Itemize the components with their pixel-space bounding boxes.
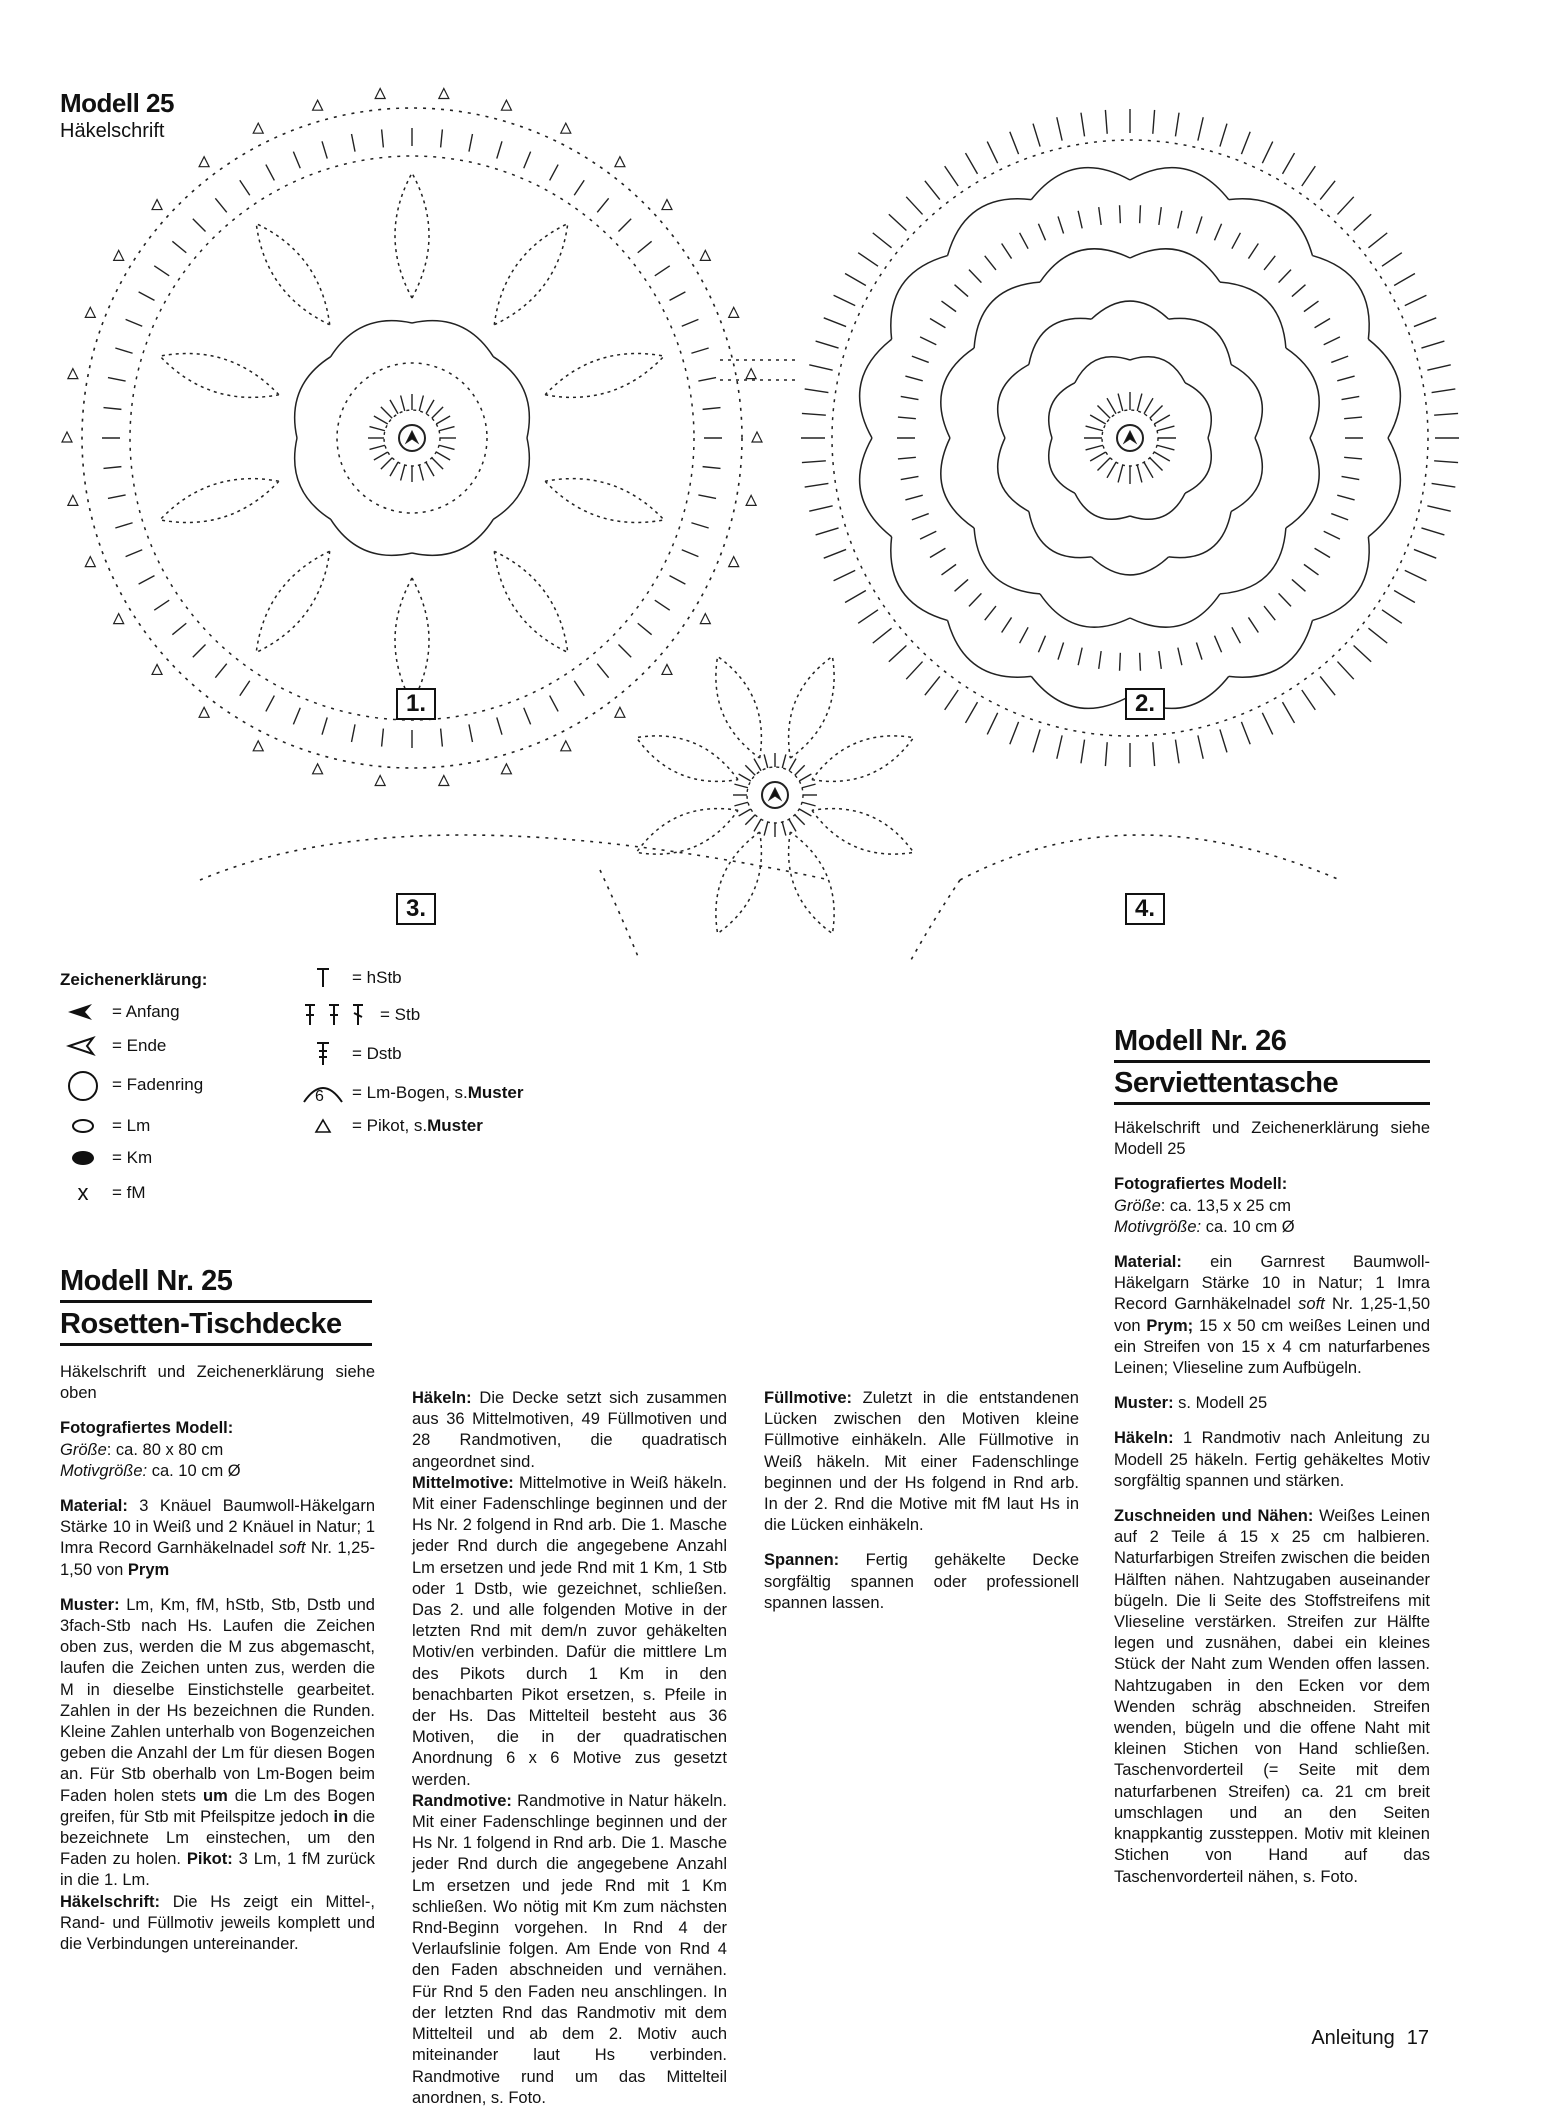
model25-foto: Fotografiertes Modell: Größe: ca. 80 x 80 cm Motivgröße: ca. 10 cm Ø <box>60 1419 241 1480</box>
model26-foto: Fotografiertes Modell: Größe: ca. 13,5 x 25 cm Motivgröße: ca. 10 cm Ø <box>1114 1175 1295 1236</box>
text-column-4 <box>1114 1118 1430 1888</box>
page-number: 17 <box>1406 2027 1429 2049</box>
legend-item-hstb: = hStb <box>300 966 402 990</box>
model25-material: Material: 3 Knäuel Baumwoll-Häkelgarn Stärke 10 in Weiß und 2 Knäuel in Natur; 1 Imra Record Garnhäkelnadel soft Nr. 1,25-1,50 von Prym <box>60 1497 375 1579</box>
chain-stitch-icon <box>60 1117 106 1135</box>
thread-ring-icon <box>60 1068 106 1102</box>
legend-title: Zeichenerklärung: <box>60 970 208 989</box>
legend-item-lm-bogen: 6 = Lm-Bogen, s. Muster <box>300 1080 524 1106</box>
model25-fuellmotive: Füllmotive: Zuletzt in die entstandenen Lücken zwischen den Motiven kleine Füllmotive einhäkeln. Alle Füllmotive in Weiß häkeln. Mit einer Fadenschlinge beginnen und der Hs folgend in Rnd arb. In der 2. Rnd die Motive mit fM laut Hs in die Lücken einhäkeln. <box>764 1389 1079 1535</box>
picot-icon <box>300 1118 346 1134</box>
end-arrow-icon <box>60 1036 106 1056</box>
crochet-chart-drawing <box>0 0 1551 960</box>
model25-heading-title: Rosetten-Tischdecke <box>60 1305 372 1346</box>
panel-label-2: 2. <box>1125 688 1165 720</box>
motif-2-center-rosette <box>801 109 1459 767</box>
motif-1-border-rosette <box>62 88 762 785</box>
model25-muster: Muster: Lm, Km, fM, hStb, Stb, Dstb und 3fach-Stb nach Hs. Laufen die Zeichen oben zus, werden die M zus abgemascht, laufen die Zeichen unten zus, werden die M in dieselbe Einstichstelle gearbeitet. Zahlen in der Hs bezeichnen die Runden. Kleine Zahlen unterhalb von Bogenzeichen geben die Anzahl der Lm für diesen Bogen an. Für Stb oberhalb von Lm-Bogen beim Faden holen stets um die Lm des Bogen greifen, für Stb mit Pfeilspitze jedoch in die bezeichnete Lm einstechen, um den Faden zu holen. Pikot: 3 Lm, 1 fM zurück in die 1. Lm. Häkelschrift: Die Hs zeigt ein Mittel-, Rand- und Füllmotiv jeweils komplett und die Verbindungen untereinander. <box>60 1595 375 1954</box>
treble-crochet-icon <box>300 1040 346 1068</box>
model25-intro: Häkelschrift und Zeichenerklärung siehe oben <box>60 1363 375 1403</box>
legend-item-pikot: = Pikot, s. Muster <box>300 1116 483 1136</box>
legend-item-km: = Km <box>60 1148 152 1168</box>
model25-heading-number: Modell Nr. 25 <box>60 1262 372 1303</box>
model26-material: Material: ein Garnrest Baumwoll-Häkelgarn Stärke 10 in Natur; 1 Imra Record Garnhäkelnadel soft Nr. 1,25-1,50 von Prym; 15 x 50 cm weißes Leinen und ein Streifen von 15 x 4 cm naturfarbenes Leinen; Vlieseline zum Aufbügeln. <box>1114 1253 1431 1378</box>
legend-item-lm: = Lm <box>60 1116 150 1136</box>
page-footer <box>1299 2027 1429 2050</box>
model26-zuschneiden: Zuschneiden und Nähen: Weißes Leinen auf 2 Teile á 15 x 25 cm halbieren. Naturfarbigen Streifen zwischen die beiden Hälften nähen. Nahtzugaben auseinander bügeln. Die li Seite des Stoffstreifens mit Vlieseline verstärken. Streifen zur Hälfte legen und zusnähen, dabei ein kleines Stück der Naht zum Wenden offen lassen. Nahtzugaben in den Ecken vor dem Wenden schräg abschneiden. Streifen wenden, bügeln und die offene Naht mit kleinen Stichen von Hand schließen. Taschenvorderteil (= Seite mit dem naturfarbenen Streifen) ca. 21 cm breit umschlagen und an den Seiten knappkantig zussteppen. Motiv mit kleinen Stichen von Hand auf das Taschenvorderteil nähen, s. Foto. <box>1114 1507 1430 1886</box>
legend-item-dstb: = Dstb <box>300 1040 402 1068</box>
panel-label-4: 4. <box>1125 893 1165 925</box>
text-column-2 <box>412 1388 727 2123</box>
single-crochet-icon: x <box>77 1180 89 1205</box>
legend-item-anfang: = Anfang <box>60 1002 180 1022</box>
slip-stitch-icon <box>60 1149 106 1167</box>
text-column-1 <box>60 1362 375 1955</box>
model25-spannen: Spannen: Fertig gehäkelte Decke sorgfältig spannen oder professionell spannen lassen. <box>764 1551 1079 1612</box>
crochet-diagram <box>0 0 1551 960</box>
half-double-icon <box>300 966 346 990</box>
motif-4-half-border <box>200 360 1340 960</box>
model26-heading-title: Serviettentasche <box>1114 1064 1430 1105</box>
diagram-subtitle: Häkelschrift <box>60 120 165 142</box>
legend-item-stb: = Stb <box>300 1002 420 1028</box>
motif-3-filler-flower <box>636 656 913 933</box>
footer-section: Anleitung <box>1311 2027 1395 2049</box>
legend-item-fadenring: = Fadenring <box>60 1068 203 1102</box>
start-arrow-icon <box>60 1002 106 1022</box>
model26-intro: Häkelschrift und Zeichenerklärung siehe Modell 25 <box>1114 1119 1430 1159</box>
model26-haekeln: Häkeln: 1 Randmotiv nach Anleitung zu Modell 25 häkeln. Fertig gehäkeltes Motiv sorgfältig spannen und stärken. <box>1114 1429 1430 1490</box>
panel-label-1: 1. <box>396 688 436 720</box>
model26-muster: Muster: s. Modell 25 <box>1114 1394 1268 1413</box>
model26-heading-number: Modell Nr. 26 <box>1114 1022 1430 1063</box>
model25-haekeln: Häkeln: Die Decke setzt sich zusammen aus 36 Mittelmotiven, 49 Füllmotiven und 28 Randmotiven, die quadratisch angeordnet sind. Mittelmotive: Mittelmotive in Weiß häkeln. Mit einer Fadenschlinge beginnen und der Hs Nr. 2 folgend in Rnd arb. Die 1. Masche jeder Rnd durch die angegebene Anzahl Lm ersetzen und jede Rnd mit 1 Km, 1 Stb oder 1 Dstb, wie gezeichnet, schließen. Das 2. und alle folgenden Motive in der letzten Rnd mit dem/n zuvor gehäkelten Motiv/en verbinden. Dafür die mittlere Lm des Pikots durch 1 Km in den benachbarten Pikot ersetzen, s. Pfeile in der Hs. Das Mittelteil besteht aus 36 Motiven, die in der quadratischen Anordnung 6 x 6 Motive zus gesetzt werden. Randmotive: Randmotive in Natur häkeln. Mit einer Fadenschlinge beginnen und der Hs Nr. 1 folgend in Rnd arb. Die 1. Masche jeder Rnd durch die angegebene Anzahl Lm ersetzen und jede Rnd mit 1 Km schließen. Wo nötig mit Km zum nächsten Rnd-Beginn vorgehen. In Rnd 4 der Verlaufslinie folgen. Am Ende von Rnd 4 den Faden abschneiden und vernähen. Für Rnd 5 den Faden neu anschlingen. In der letzten Rnd das Randmotiv mit dem Mittelteil und ab dem 2. Motiv auch miteinander laut Hs verbinden. Randmotive rund um das Mittelteil anordnen, s. Foto. <box>412 1389 727 2107</box>
chain-arc-icon: 6 <box>300 1080 346 1106</box>
panel-label-3: 3. <box>396 893 436 925</box>
text-column-3 <box>764 1388 1079 1628</box>
double-crochet-icon <box>300 1002 374 1028</box>
legend-item-ende: = Ende <box>60 1036 166 1056</box>
diagram-model-label: Modell 25 <box>60 88 174 118</box>
legend-item-fm: x = fM <box>60 1180 146 1206</box>
